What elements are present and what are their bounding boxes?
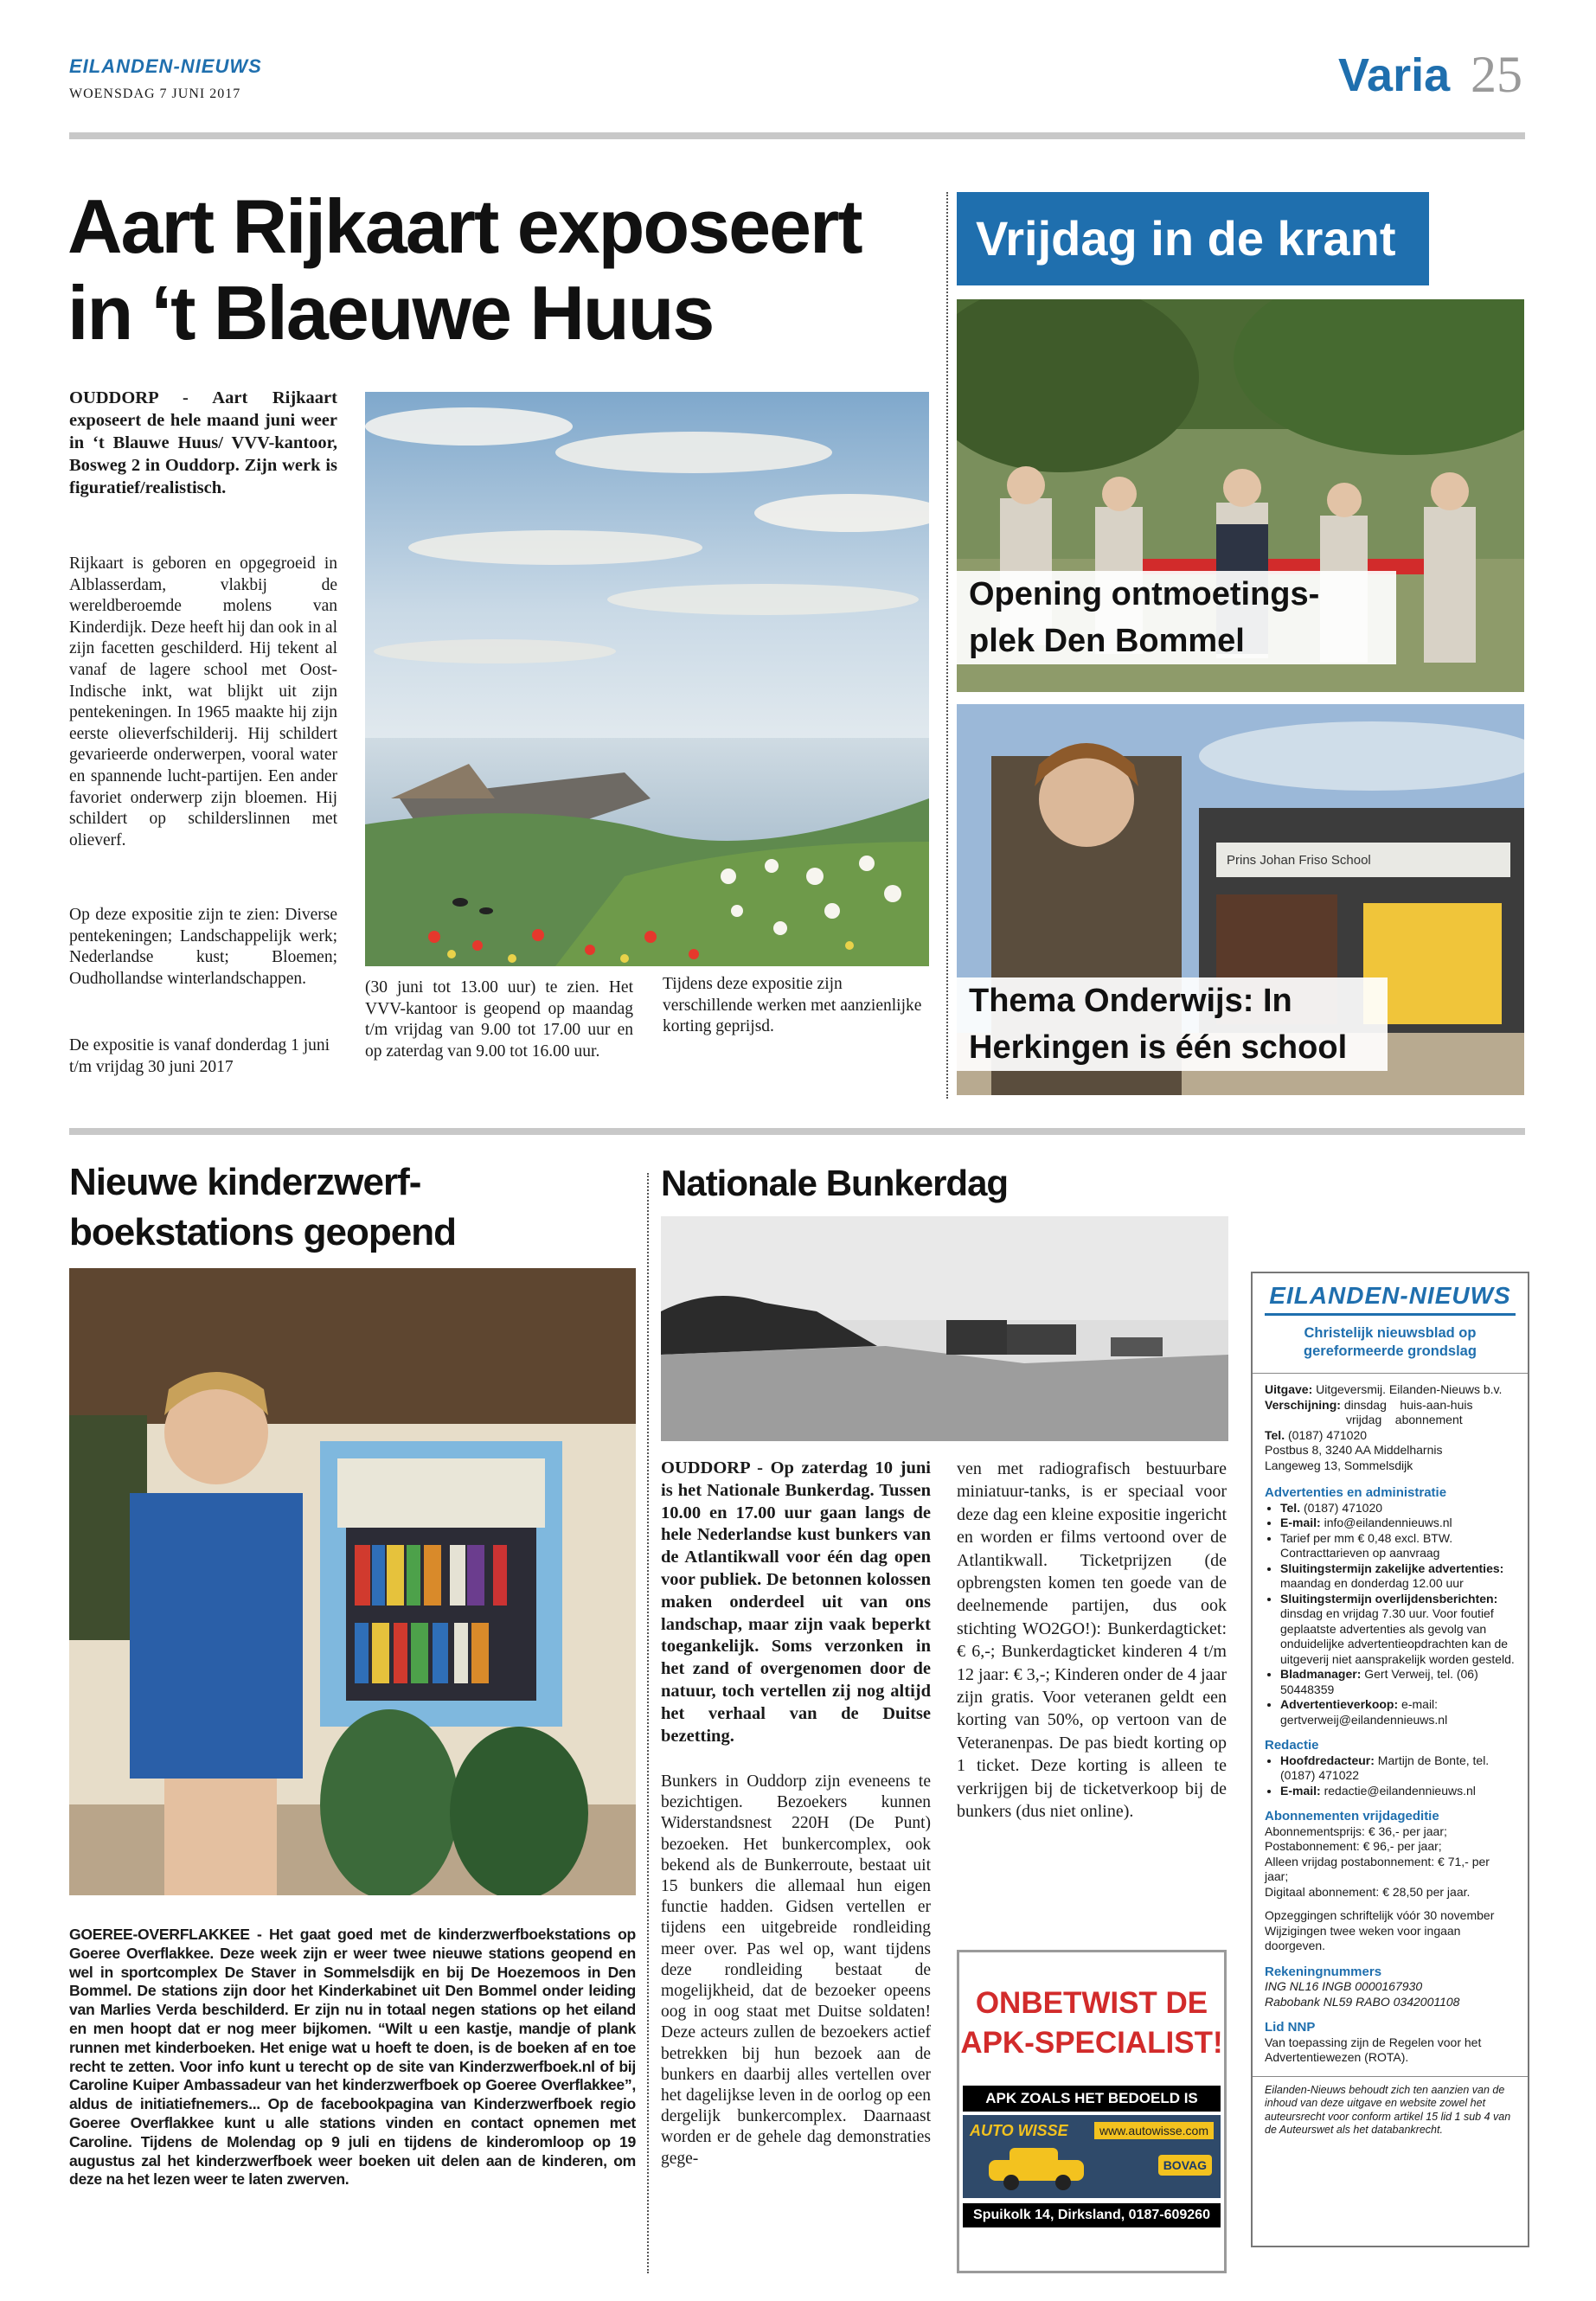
kinderzwerf-headline: [69, 1157, 456, 1258]
rijkaart-para2: Op deze expositie zijn te zien: Diverse pentekeningen; Landschappelijk werk; Nederlandse kust; Bloemen; Oudhollandse winterlandschappen.: [69, 906, 337, 988]
adv-item: [1280, 1592, 1516, 1668]
adv-item-text: dinsdag en vrijdag 7.30 uur. Voor foutief geplaatste advertenties als gevolg van onduidelijke advertentieopdrachten kan de uitgeverij niet aansprakelijk worden gesteld.: [1280, 1606, 1515, 1666]
adv-item: [1280, 1667, 1516, 1697]
adv-item: [1280, 1561, 1516, 1592]
tel-value: (0187) 471020: [1287, 1427, 1368, 1442]
rijkaart-headline-line2: in ‘t Blaeuwe Huus: [67, 270, 714, 356]
verschijning-label: Verschijning:: [1265, 1397, 1341, 1412]
adv-item-label: Bladmanager:: [1280, 1667, 1362, 1681]
abon-lines: [1265, 1824, 1516, 1900]
bunker-lead: OUDDORP - Op zaterdag 10 juni is het Nationale Bunkerdag. Tussen 10.00 en 17.00 uur gaan langs de hele Nederlandse kust bunkers van de Atlantikwall voor één dag open voor publiek. De betonnen kolossen maken onderdeel uit van ons landschap, maar zijn vaak beperkt toegankelijk. Soms verzonken in het zand of overgenomen door de natuur, toch vertellen zij nog altijd het verhaal van de Duitse bezetting.: [661, 1458, 931, 1746]
tel-label: Tel.: [1265, 1427, 1285, 1442]
adv-item: [1280, 1501, 1516, 1516]
colophon-masthead: EILANDEN-NIEUWS: [1265, 1282, 1516, 1316]
kinderzwerf-headline-line2: boekstations geopend: [69, 1211, 456, 1253]
painting-image: [365, 392, 929, 966]
verschijning-line1: dinsdag huis-aan-huis: [1343, 1397, 1473, 1412]
advert-banner: APK ZOALS HET BEDOELD IS: [963, 2086, 1221, 2112]
advert-website[interactable]: www.autowisse.com: [1094, 2122, 1214, 2139]
rek-title: Rekeningnummers: [1265, 1964, 1382, 1979]
colophon-divider: [1253, 1373, 1528, 1374]
column-divider-bottom: [647, 1173, 649, 2273]
rijkaart-painting: [365, 392, 929, 966]
colophon-publisher-block: [1265, 1382, 1516, 1473]
nnp-title: Lid NNP: [1265, 2020, 1316, 2035]
friday-caption-1-line1: Opening ontmoetings-: [969, 576, 1320, 612]
redactie-item-text: Martijn de Bonte, tel. (0187) 471022: [1280, 1753, 1490, 1782]
bunker-headline: Nationale Bunkerdag: [661, 1163, 1009, 1203]
redactie-item: [1280, 1784, 1516, 1799]
redactie-item-text: redactie@eilandennieuws.nl: [1324, 1783, 1476, 1798]
kinderzwerf-photo: [69, 1268, 636, 1895]
kinderzwerf-body: GOEREE-OVERFLAKKEE - Het gaat goed met de kinderzwerfboekstations op Goeree Overflakkee. Deze week zijn er weer twee nieuwe stations geopend en wel in sportcomplex De Staver in Sommelsdijk en bij De Hoezemoos in Den Bommel. De stations zijn door het Kinderkabinet uit Den Bommel onder leiding van Marlies Verda beschilderd. Er zijn nu in totaal negen stations op het eiland en men hoopt dat er nog meer bijkomen. “Wilt u een kastje, mandje of plank runnen met kinderboeken. Het enige wat u hoeft te doen, is de boeken af en toe recht te zetten. Voor info kunt u terecht op de site van Kinderzwerfboek.nl of bij Caroline Kuiper Ambassadeur van het kinderzwerfboek op Goeree Overflakkee”, aldus de initiatiefnemers... Op de facebookpagina van Kinderzwerfboek regio Goeree Overflakkee kunt u alle stations vinden en contact opnemen met Caroline. Tijdens de Molendag op 9 juli en tijdens de kinderomloop op 19 augustus zal het kinderzwerfboek weer boeken uit delen aan de kinderen, om deze na het lezen weer te laten zwerven.: [69, 1926, 636, 2189]
adv-item: [1280, 1531, 1516, 1561]
abon-line: Abonnementsprijs: € 36,- per jaar;: [1265, 1823, 1447, 1838]
publisher-value: Uitgeversmij. Eilanden-Nieuws b.v.: [1316, 1382, 1503, 1396]
rijkaart-para4: (30 juni tot 13.00 uur) te zien. Het VVV-kantoor is geopend op maandag t/m vrijdag van 9.00 tot 17.00 uur en op zaterdag van 9.00 tot 16.00 uur.: [365, 978, 633, 1061]
adv-item-text: Tarief per mm € 0,48 excl. BTW. Contracttarieven op aanvraag: [1280, 1530, 1453, 1560]
adv-list: [1265, 1501, 1516, 1728]
advert-bovag-badge: BOVAG: [1158, 2155, 1212, 2176]
adv-item-text: info@eilandennieuws.nl: [1324, 1516, 1452, 1529]
adv-item-label: Sluitingstermijn overlijdensberichten:: [1280, 1591, 1498, 1606]
friday-caption-1-line2: plek Den Bommel: [969, 623, 1245, 659]
advert-headline: [959, 1984, 1224, 2063]
friday-caption-1: [957, 571, 1396, 664]
friday-caption-2-line1: Thema Onderwijs: In: [969, 983, 1292, 1019]
advert-headline-line1: ONBETWIST DE: [975, 1986, 1208, 2020]
bunker-para1: Bunkers in Ouddorp zijn eveneens te bezichtigen. Bezoekers kunnen Widerstandsnest 220H (De Punt) bezoeken. Het bunkercomplex, ook bekend als de Bunkerroute, bestaat uit 15 bunkers die allemaal hun eigen functie hadden. Gidsen vertellen er tijdens een uitgebreide rondleiding meer over. Pas wel op, want tijdens deze rondleiding bestaat de mogelijkheid, dat de bezoeker opeens oog in oog staat met Duitse soldaten! Deze acteurs zullen de bezoekers actief betrekken bij hun bezoek aan de bunkers en daarbij alles vertellen over het dagelijkse leven in de oorlog op een dergelijk bunkercomplex. Daarnaast worden er de gehele dag demonstraties gege-: [661, 1772, 931, 2168]
page-number: 25: [1471, 46, 1522, 103]
rijkaart-para1: Rijkaart is geboren en opgegroeid in Alblasserdam, vlakbij de wereldberoemde molens van Kinderdijk. Deze heeft hij dan ook in al zijn facetten geschilderd. Hij tekent al vanaf de lagere school met Oost-Indische inkt, wat blijkt uit zijn pentekeningen. In 1965 maakte hij zijn eerste olieverfschilderij. Hij schildert gevarieerde onderwerpen, vooral water en spannende lucht-partijen. Een ander favoriet onderwerp zijn bloemen. Hij schildert op schilderslinnen met olieverf.: [69, 554, 337, 849]
redactie-list: [1265, 1753, 1516, 1799]
postbus-address: Postbus 8, 3240 AA Middelharnis: [1265, 1443, 1443, 1457]
mid-rule: [69, 1128, 1525, 1135]
nnp-text: Van toepassing zijn de Regelen voor het Advertentiewezen (ROTA).: [1265, 2035, 1482, 2064]
adv-item-label: Sluitingstermijn zakelijke advertenties:: [1280, 1561, 1504, 1575]
section-title: Varia: [1338, 49, 1451, 101]
friday-caption-2: [957, 977, 1388, 1071]
school-sign-text: Prins Johan Friso School: [1227, 853, 1371, 868]
kinderzwerf-headline-line1: Nieuwe kinderzwerf-: [69, 1161, 421, 1203]
publisher-label: Uitgave:: [1265, 1382, 1313, 1396]
rijkaart-lead: OUDDORP - Aart Rijkaart exposeert de hele maand juni weer in ‘t Blauwe Huus/ VVV-kantoor, Bosweg 2 in Ouddorp. Zijn werk is figuratief/realistisch.: [69, 388, 337, 497]
header-rule: [69, 132, 1525, 139]
advert-address: Spuikolk 14, Dirksland, 0187-609260: [963, 2203, 1221, 2227]
rijkaart-headline-line1: Aart Rijkaart exposeert: [67, 183, 862, 269]
adv-item-text: Gert Verweij, tel. (06) 50448359: [1280, 1667, 1478, 1696]
rijkaart-para5: Tijdens deze expositie zijn verschillende werken met aanzienlijke korting geprijsd.: [663, 975, 922, 1036]
advert-headline-line2: APK-SPECIALIST!: [960, 2026, 1223, 2060]
masthead-logo: EILANDEN-NIEUWS: [69, 55, 262, 77]
advert-brand: AUTO WISSE: [970, 2122, 1068, 2139]
rijkaart-headline: [67, 183, 862, 356]
adv-item-text: (0187) 471020: [1303, 1500, 1383, 1515]
colophon-divider-2: [1253, 2076, 1528, 2077]
friday-caption-2-line2: Herkingen is één school: [969, 1029, 1348, 1066]
adv-item-label: Advertentieverkoop:: [1280, 1697, 1399, 1711]
abon-note: Opzeggingen schriftelijk vóór 30 november Wijzigingen twee weken voor ingaan doorgeven.: [1265, 1908, 1495, 1952]
redactie-item: [1280, 1753, 1516, 1784]
colophon-box: [1251, 1272, 1529, 2247]
redactie-item-label: Hoofdredacteur:: [1280, 1753, 1375, 1767]
car-icon: [980, 2141, 1101, 2193]
redactie-item-label: E-mail:: [1280, 1783, 1321, 1798]
adv-item-text: maandag en donderdag 12.00 uur: [1280, 1576, 1464, 1590]
abon-line: Postabonnement: € 96,- per jaar;: [1265, 1839, 1442, 1853]
bunker-photo: [661, 1216, 1228, 1441]
adv-item: [1280, 1697, 1516, 1727]
verschijning-line2: vrijdag abonnement: [1346, 1413, 1463, 1426]
friday-box-title: Vrijdag in de krant: [957, 192, 1429, 285]
adv-item-label: E-mail:: [1280, 1516, 1321, 1529]
adv-item: [1280, 1516, 1516, 1531]
rek-line2: Rabobank NL59 RABO 0342001108: [1265, 1994, 1460, 2009]
colophon-tagline-line1: Christelijk nieuwsblad op: [1304, 1325, 1477, 1341]
redactie-title: Redactie: [1265, 1738, 1319, 1753]
bunker-para2: ven met radiografisch bestuurbare miniatuur-tanks, is er speciaal voor deze dag een kleine expositie ingericht en worden er films vertoond over de Atlantikwall. Ticketprijzen (de opbrengsten komen ten goede van de deelnemende partijen, dus ook stichting WO2GO!): Bunkerdagticket: € 6,-; Bunkerdagticket kinderen 4 t/m 12 jaar: € 3,-; Kinderen onder de 4 jaar zijn gratis. Voor veteranen geldt een korting van 50%, op vertoon van de Veteranenpas. De pas biedt korting op 1 ticket. Deze korting is alleen te verkrijgen bij de ticketverkoop bij de bunkers (dus niet online).: [957, 1459, 1227, 1822]
abon-line: Digitaal abonnement: € 28,50 per jaar.: [1265, 1884, 1471, 1899]
street-address: Langeweg 13, Sommelsdijk: [1265, 1458, 1413, 1472]
adv-item-label: Tel.: [1280, 1500, 1301, 1515]
adv-item-text: e-mail: gertverweij@eilandennieuws.nl: [1280, 1697, 1448, 1727]
adv-title: Advertenties en administratie: [1265, 1485, 1447, 1500]
colophon-tagline: [1265, 1324, 1516, 1361]
bookstation-photo-image: [69, 1268, 636, 1895]
column-divider-top: [946, 192, 948, 1099]
apk-advert[interactable]: [957, 1950, 1227, 2273]
colophon-disclaimer: Eilanden-Nieuws behoudt zich ten aanzien van de inhoud van deze uitgave en website zowel het auteursrecht voor conform artikel 15 lid 1 sub 4 van de Auteurswet als het databankrecht.: [1265, 2083, 1511, 2136]
abon-line: Alleen vrijdag postabonnement: € 71,- per jaar;: [1265, 1854, 1490, 1883]
rijkaart-para3: De expositie is vanaf donderdag 1 juni t/m vrijdag 30 juni 2017: [69, 1036, 330, 1076]
advert-image: [963, 2115, 1221, 2198]
bunker-photo-image: [661, 1216, 1228, 1441]
rek-line1: ING NL16 INGB 0000167930: [1265, 1979, 1423, 1993]
issue-date: WOENSDAG 7 JUNI 2017: [69, 87, 241, 101]
colophon-tagline-line2: gereformeerde grondslag: [1304, 1343, 1477, 1359]
abon-title: Abonnementen vrijdageditie: [1265, 1809, 1439, 1823]
